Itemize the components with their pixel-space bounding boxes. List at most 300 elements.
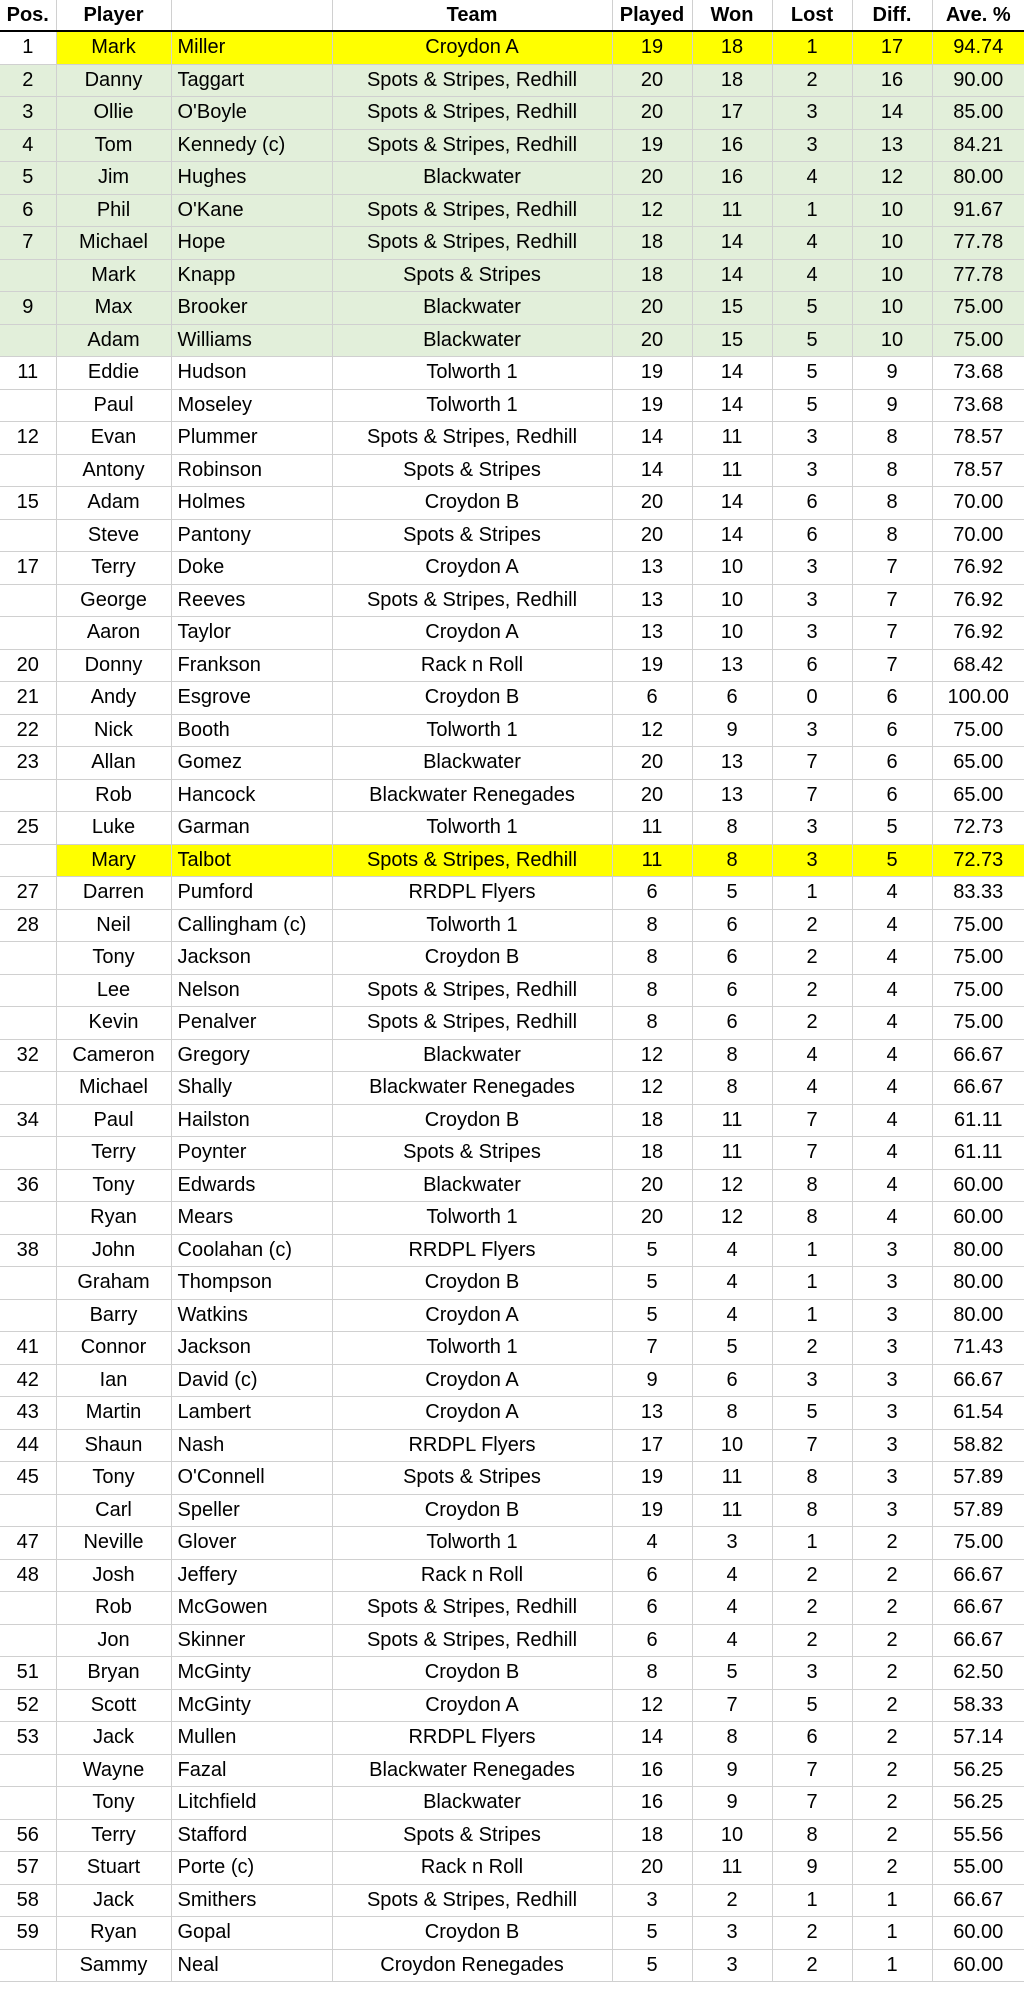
cell-first-name: Ryan	[56, 1202, 171, 1235]
cell-first-name: Josh	[56, 1559, 171, 1592]
cell-won: 11	[692, 1462, 772, 1495]
cell-team: Spots & Stripes	[332, 519, 612, 552]
cell-diff: 3	[852, 1332, 932, 1365]
cell-team: Spots & Stripes, Redhill	[332, 129, 612, 162]
cell-pos: 43	[0, 1397, 56, 1430]
cell-pos	[0, 519, 56, 552]
cell-diff: 3	[852, 1364, 932, 1397]
cell-team: Croydon A	[332, 1364, 612, 1397]
cell-lost: 4	[772, 1039, 852, 1072]
table-row	[0, 1949, 1024, 1982]
cell-pos: 27	[0, 877, 56, 910]
cell-ave: 60.00	[932, 1917, 1024, 1950]
cell-lost: 1	[772, 1299, 852, 1332]
table-row	[0, 1429, 1024, 1462]
cell-first-name: Darren	[56, 877, 171, 910]
cell-ave: 61.11	[932, 1137, 1024, 1170]
cell-won: 11	[692, 1852, 772, 1885]
cell-won: 5	[692, 877, 772, 910]
cell-played: 6	[612, 682, 692, 715]
cell-first-name: Rob	[56, 1592, 171, 1625]
cell-ave: 70.00	[932, 487, 1024, 520]
header-diff: Diff.	[852, 0, 932, 31]
cell-first-name: George	[56, 584, 171, 617]
cell-won: 8	[692, 1722, 772, 1755]
cell-played: 16	[612, 1754, 692, 1787]
cell-won: 6	[692, 1007, 772, 1040]
cell-lost: 1	[772, 31, 852, 64]
table-row	[0, 1787, 1024, 1820]
cell-won: 2	[692, 1884, 772, 1917]
cell-team: RRDPL Flyers	[332, 1429, 612, 1462]
cell-first-name: Max	[56, 292, 171, 325]
table-row	[0, 389, 1024, 422]
cell-ave: 94.74	[932, 31, 1024, 64]
cell-played: 20	[612, 487, 692, 520]
cell-lost: 3	[772, 129, 852, 162]
cell-played: 19	[612, 649, 692, 682]
cell-lost: 2	[772, 1007, 852, 1040]
cell-ave: 78.57	[932, 454, 1024, 487]
table-row	[0, 779, 1024, 812]
cell-played: 5	[612, 1949, 692, 1982]
cell-won: 4	[692, 1267, 772, 1300]
cell-ave: 55.00	[932, 1852, 1024, 1885]
cell-won: 4	[692, 1299, 772, 1332]
cell-team: Croydon B	[332, 487, 612, 520]
cell-won: 13	[692, 747, 772, 780]
cell-won: 4	[692, 1234, 772, 1267]
cell-diff: 5	[852, 812, 932, 845]
cell-team: Tolworth 1	[332, 1202, 612, 1235]
cell-pos: 25	[0, 812, 56, 845]
table-row	[0, 682, 1024, 715]
table-row	[0, 1527, 1024, 1560]
table-row	[0, 714, 1024, 747]
cell-won: 14	[692, 357, 772, 390]
cell-lost: 3	[772, 454, 852, 487]
cell-played: 6	[612, 877, 692, 910]
cell-team: Spots & Stripes, Redhill	[332, 584, 612, 617]
cell-last-name: Callingham (c)	[171, 909, 332, 942]
cell-first-name: Wayne	[56, 1754, 171, 1787]
cell-pos: 52	[0, 1689, 56, 1722]
cell-lost: 7	[772, 1787, 852, 1820]
cell-ave: 56.25	[932, 1787, 1024, 1820]
cell-last-name: Stafford	[171, 1819, 332, 1852]
cell-ave: 61.54	[932, 1397, 1024, 1430]
cell-first-name: Ryan	[56, 1917, 171, 1950]
cell-played: 20	[612, 747, 692, 780]
cell-won: 14	[692, 259, 772, 292]
cell-ave: 58.82	[932, 1429, 1024, 1462]
cell-pos: 53	[0, 1722, 56, 1755]
cell-diff: 2	[852, 1527, 932, 1560]
cell-ave: 70.00	[932, 519, 1024, 552]
cell-pos: 34	[0, 1104, 56, 1137]
cell-pos	[0, 389, 56, 422]
cell-diff: 14	[852, 97, 932, 130]
cell-won: 11	[692, 1494, 772, 1527]
cell-team: RRDPL Flyers	[332, 1722, 612, 1755]
cell-played: 18	[612, 259, 692, 292]
cell-first-name: Neil	[56, 909, 171, 942]
cell-team: Blackwater Renegades	[332, 1754, 612, 1787]
cell-ave: 75.00	[932, 292, 1024, 325]
cell-won: 3	[692, 1949, 772, 1982]
cell-diff: 1	[852, 1884, 932, 1917]
cell-ave: 100.00	[932, 682, 1024, 715]
cell-first-name: Tony	[56, 1462, 171, 1495]
cell-lost: 1	[772, 1527, 852, 1560]
cell-last-name: Talbot	[171, 844, 332, 877]
cell-ave: 65.00	[932, 747, 1024, 780]
cell-last-name: Hope	[171, 227, 332, 260]
cell-first-name: Aaron	[56, 617, 171, 650]
table-row	[0, 1169, 1024, 1202]
cell-diff: 8	[852, 519, 932, 552]
cell-first-name: Rob	[56, 779, 171, 812]
cell-lost: 3	[772, 1657, 852, 1690]
cell-won: 6	[692, 942, 772, 975]
cell-team: Croydon Renegades	[332, 1949, 612, 1982]
cell-played: 19	[612, 1462, 692, 1495]
cell-last-name: Watkins	[171, 1299, 332, 1332]
cell-played: 20	[612, 64, 692, 97]
cell-team: Tolworth 1	[332, 389, 612, 422]
cell-first-name: Tony	[56, 1169, 171, 1202]
cell-ave: 75.00	[932, 714, 1024, 747]
cell-first-name: Neville	[56, 1527, 171, 1560]
table-row	[0, 31, 1024, 64]
cell-lost: 1	[772, 877, 852, 910]
header-player-spacer	[171, 0, 332, 31]
cell-first-name: Antony	[56, 454, 171, 487]
cell-pos: 38	[0, 1234, 56, 1267]
cell-ave: 77.78	[932, 227, 1024, 260]
cell-team: Croydon A	[332, 1689, 612, 1722]
cell-last-name: Kennedy (c)	[171, 129, 332, 162]
cell-ave: 66.67	[932, 1884, 1024, 1917]
table-row	[0, 97, 1024, 130]
cell-diff: 6	[852, 714, 932, 747]
cell-team: Spots & Stripes	[332, 259, 612, 292]
cell-lost: 8	[772, 1169, 852, 1202]
cell-lost: 3	[772, 584, 852, 617]
cell-lost: 7	[772, 1137, 852, 1170]
cell-lost: 2	[772, 1592, 852, 1625]
table-row	[0, 162, 1024, 195]
cell-diff: 2	[852, 1852, 932, 1885]
cell-played: 6	[612, 1624, 692, 1657]
cell-pos: 2	[0, 64, 56, 97]
cell-team: Spots & Stripes, Redhill	[332, 194, 612, 227]
cell-pos	[0, 1787, 56, 1820]
cell-diff: 5	[852, 844, 932, 877]
cell-pos	[0, 1494, 56, 1527]
cell-last-name: Smithers	[171, 1884, 332, 1917]
cell-diff: 2	[852, 1559, 932, 1592]
cell-first-name: Michael	[56, 1072, 171, 1105]
cell-won: 15	[692, 292, 772, 325]
cell-diff: 2	[852, 1657, 932, 1690]
cell-last-name: Fazal	[171, 1754, 332, 1787]
cell-played: 18	[612, 1137, 692, 1170]
cell-first-name: Paul	[56, 1104, 171, 1137]
cell-pos: 20	[0, 649, 56, 682]
cell-ave: 75.00	[932, 942, 1024, 975]
cell-team: Blackwater	[332, 162, 612, 195]
cell-lost: 3	[772, 714, 852, 747]
cell-team: Tolworth 1	[332, 714, 612, 747]
cell-first-name: Phil	[56, 194, 171, 227]
cell-ave: 76.92	[932, 584, 1024, 617]
cell-diff: 4	[852, 909, 932, 942]
cell-pos: 23	[0, 747, 56, 780]
cell-pos: 6	[0, 194, 56, 227]
table-row	[0, 1007, 1024, 1040]
cell-first-name: John	[56, 1234, 171, 1267]
cell-played: 8	[612, 1007, 692, 1040]
cell-diff: 3	[852, 1299, 932, 1332]
cell-team: Tolworth 1	[332, 357, 612, 390]
cell-pos: 59	[0, 1917, 56, 1950]
cell-won: 6	[692, 909, 772, 942]
cell-ave: 78.57	[932, 422, 1024, 455]
cell-team: Tolworth 1	[332, 1527, 612, 1560]
cell-diff: 8	[852, 454, 932, 487]
cell-first-name: Tony	[56, 1787, 171, 1820]
cell-last-name: Knapp	[171, 259, 332, 292]
table-row	[0, 649, 1024, 682]
cell-lost: 2	[772, 64, 852, 97]
cell-played: 14	[612, 1722, 692, 1755]
cell-pos: 17	[0, 552, 56, 585]
cell-last-name: Jackson	[171, 942, 332, 975]
cell-first-name: Jon	[56, 1624, 171, 1657]
cell-pos: 22	[0, 714, 56, 747]
cell-pos: 21	[0, 682, 56, 715]
table-row	[0, 584, 1024, 617]
table-row	[0, 1819, 1024, 1852]
cell-diff: 4	[852, 1169, 932, 1202]
cell-diff: 7	[852, 552, 932, 585]
cell-diff: 8	[852, 422, 932, 455]
cell-played: 8	[612, 942, 692, 975]
cell-lost: 3	[772, 422, 852, 455]
cell-played: 19	[612, 31, 692, 64]
cell-ave: 73.68	[932, 357, 1024, 390]
cell-won: 4	[692, 1592, 772, 1625]
cell-won: 13	[692, 779, 772, 812]
cell-lost: 1	[772, 1267, 852, 1300]
cell-last-name: Hancock	[171, 779, 332, 812]
cell-diff: 8	[852, 487, 932, 520]
cell-played: 18	[612, 1104, 692, 1137]
cell-team: Blackwater Renegades	[332, 1072, 612, 1105]
cell-team: Croydon B	[332, 1494, 612, 1527]
cell-lost: 8	[772, 1202, 852, 1235]
table-row	[0, 1299, 1024, 1332]
cell-pos	[0, 974, 56, 1007]
cell-played: 11	[612, 844, 692, 877]
cell-played: 20	[612, 519, 692, 552]
cell-pos: 51	[0, 1657, 56, 1690]
cell-pos: 36	[0, 1169, 56, 1202]
cell-first-name: Barry	[56, 1299, 171, 1332]
cell-won: 3	[692, 1527, 772, 1560]
cell-diff: 3	[852, 1397, 932, 1430]
cell-played: 13	[612, 552, 692, 585]
cell-diff: 13	[852, 129, 932, 162]
cell-lost: 2	[772, 909, 852, 942]
cell-team: Croydon A	[332, 31, 612, 64]
cell-last-name: Litchfield	[171, 1787, 332, 1820]
cell-diff: 9	[852, 389, 932, 422]
cell-played: 3	[612, 1884, 692, 1917]
cell-pos	[0, 844, 56, 877]
cell-ave: 68.42	[932, 649, 1024, 682]
cell-last-name: Doke	[171, 552, 332, 585]
cell-ave: 60.00	[932, 1169, 1024, 1202]
cell-last-name: Glover	[171, 1527, 332, 1560]
cell-lost: 7	[772, 779, 852, 812]
cell-won: 6	[692, 1364, 772, 1397]
cell-last-name: Porte (c)	[171, 1852, 332, 1885]
table-row	[0, 1364, 1024, 1397]
table-row	[0, 1267, 1024, 1300]
cell-first-name: Adam	[56, 324, 171, 357]
cell-played: 8	[612, 1657, 692, 1690]
cell-ave: 72.73	[932, 812, 1024, 845]
header-won: Won	[692, 0, 772, 31]
cell-lost: 7	[772, 747, 852, 780]
cell-ave: 85.00	[932, 97, 1024, 130]
cell-won: 6	[692, 974, 772, 1007]
cell-last-name: Pantony	[171, 519, 332, 552]
cell-ave: 80.00	[932, 1267, 1024, 1300]
cell-first-name: Adam	[56, 487, 171, 520]
cell-lost: 6	[772, 649, 852, 682]
cell-last-name: Hailston	[171, 1104, 332, 1137]
cell-won: 15	[692, 324, 772, 357]
cell-won: 14	[692, 487, 772, 520]
cell-won: 9	[692, 1754, 772, 1787]
cell-first-name: Shaun	[56, 1429, 171, 1462]
cell-team: Blackwater	[332, 747, 612, 780]
cell-ave: 57.89	[932, 1494, 1024, 1527]
cell-last-name: Lambert	[171, 1397, 332, 1430]
header-player: Player	[56, 0, 171, 31]
cell-ave: 71.43	[932, 1332, 1024, 1365]
cell-last-name: McGinty	[171, 1689, 332, 1722]
cell-pos: 42	[0, 1364, 56, 1397]
cell-lost: 2	[772, 1559, 852, 1592]
cell-last-name: Thompson	[171, 1267, 332, 1300]
cell-won: 14	[692, 227, 772, 260]
cell-pos: 28	[0, 909, 56, 942]
cell-lost: 2	[772, 1624, 852, 1657]
table-row	[0, 812, 1024, 845]
cell-first-name: Tony	[56, 942, 171, 975]
cell-won: 5	[692, 1657, 772, 1690]
cell-last-name: McGowen	[171, 1592, 332, 1625]
cell-pos: 58	[0, 1884, 56, 1917]
table-row	[0, 877, 1024, 910]
cell-played: 20	[612, 162, 692, 195]
table-row	[0, 487, 1024, 520]
cell-won: 18	[692, 31, 772, 64]
cell-lost: 5	[772, 389, 852, 422]
cell-diff: 3	[852, 1234, 932, 1267]
cell-won: 5	[692, 1332, 772, 1365]
cell-diff: 2	[852, 1787, 932, 1820]
table-row	[0, 1592, 1024, 1625]
cell-played: 19	[612, 357, 692, 390]
cell-ave: 56.25	[932, 1754, 1024, 1787]
table-row	[0, 1722, 1024, 1755]
table-row	[0, 1917, 1024, 1950]
cell-last-name: Holmes	[171, 487, 332, 520]
cell-won: 8	[692, 1039, 772, 1072]
cell-ave: 66.67	[932, 1592, 1024, 1625]
cell-played: 20	[612, 1202, 692, 1235]
cell-played: 6	[612, 1592, 692, 1625]
cell-pos	[0, 454, 56, 487]
cell-lost: 8	[772, 1494, 852, 1527]
cell-won: 11	[692, 422, 772, 455]
cell-last-name: Mullen	[171, 1722, 332, 1755]
cell-won: 10	[692, 1429, 772, 1462]
cell-first-name: Eddie	[56, 357, 171, 390]
cell-ave: 80.00	[932, 1234, 1024, 1267]
cell-diff: 2	[852, 1624, 932, 1657]
table-row	[0, 422, 1024, 455]
cell-pos	[0, 1007, 56, 1040]
cell-last-name: Gomez	[171, 747, 332, 780]
cell-ave: 60.00	[932, 1949, 1024, 1982]
cell-ave: 58.33	[932, 1689, 1024, 1722]
cell-played: 14	[612, 454, 692, 487]
cell-diff: 6	[852, 747, 932, 780]
cell-won: 11	[692, 1137, 772, 1170]
cell-lost: 6	[772, 1722, 852, 1755]
cell-team: Rack n Roll	[332, 1852, 612, 1885]
table-row	[0, 1852, 1024, 1885]
cell-last-name: Hughes	[171, 162, 332, 195]
cell-lost: 3	[772, 97, 852, 130]
table-body	[0, 31, 1024, 1982]
cell-won: 4	[692, 1624, 772, 1657]
table-row	[0, 909, 1024, 942]
cell-played: 13	[612, 617, 692, 650]
cell-pos	[0, 1072, 56, 1105]
cell-pos	[0, 1137, 56, 1170]
cell-first-name: Paul	[56, 389, 171, 422]
cell-lost: 1	[772, 194, 852, 227]
cell-pos: 44	[0, 1429, 56, 1462]
cell-team: Blackwater	[332, 1039, 612, 1072]
cell-first-name: Sammy	[56, 1949, 171, 1982]
table-row	[0, 844, 1024, 877]
cell-first-name: Ollie	[56, 97, 171, 130]
cell-team: Spots & Stripes, Redhill	[332, 1884, 612, 1917]
cell-last-name: O'Kane	[171, 194, 332, 227]
cell-lost: 7	[772, 1104, 852, 1137]
cell-played: 20	[612, 292, 692, 325]
cell-diff: 9	[852, 357, 932, 390]
cell-pos: 5	[0, 162, 56, 195]
